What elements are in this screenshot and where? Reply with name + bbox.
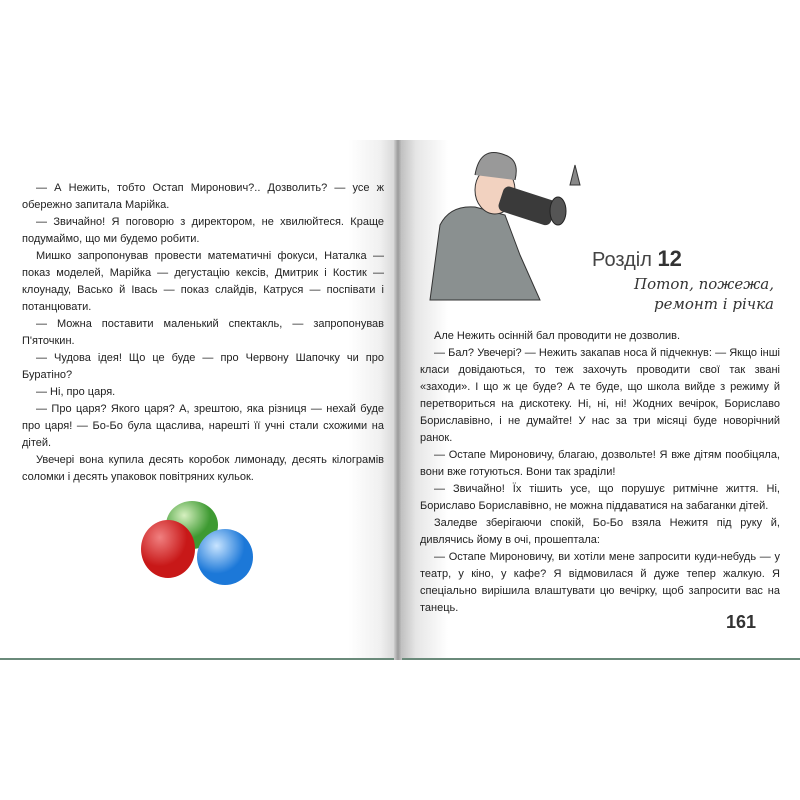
paragraph: — Остапе Мироновичу, благаю, дозвольте! Я вже дітям пообіцяла, вони вже готуються. Вони так зраділи! [420, 449, 780, 478]
paragraph: Але Нежить осінній бал проводити не дозволив. [434, 330, 681, 342]
paragraph: — Звичайно! Їх тішить усе, що порушує ритмічне життя. Ні, Бориславо Бориславівно, не можна піддаватися на забаганки дітей. [420, 483, 780, 512]
paragraph: Мишко запропонував провести математичні фокуси, Наталка — показ моделей, Марійка — дегустацію кексів, Дмитрик і Костик — клоунаду, Васько й Івась — показ слайдів, Катруся — поспівати і потанцювати. [22, 250, 384, 313]
chapter-number: 12 [657, 246, 682, 271]
balloons-illustration [130, 495, 260, 595]
paragraph: Увечері вона купила десять коробок лимонаду, десять кілограмів соломки і десять упаковок повітряних кульок. [22, 454, 384, 483]
chapter-subtitle: Потоп, пожежа, ремонт і річка [634, 275, 774, 313]
paragraph: — Ні, про царя. [36, 386, 116, 398]
paragraph: — Звичайно! Я поговорю з директором, не хвилюйтеся. Краще подумаймо, що ми будемо робити. [22, 216, 384, 245]
paragraph: — Бал? Увечері? — Нежить закапав носа й підчекнув: — Якщо інші класи довідаються, то теж захочуть проводити свої так звані «заходи». І що ж це буде? А те буде, що школа вийде з режиму й перетвориться на дискотеку. Ні, ні, ні! Жодних вечірок, Бориславо Бориславівно, і не думайте! У нас за три місяці буде новорічний ранок. [420, 347, 780, 444]
chapter-label: Розділ [592, 249, 652, 271]
paragraph: — А Нежить, тобто Остап Миронович?.. Дозволить? — усе ж обережно запитала Марійка. [22, 182, 384, 211]
paragraph: — Можна поставити маленький спектакль, — запропонував П'яточкин. [22, 318, 384, 347]
left-page-text [22, 180, 384, 486]
page-number: 161 [726, 612, 757, 632]
book-spine [394, 140, 402, 660]
paragraph: Заледве зберігаючи спокій, Бо-Бо взяла Нежитя під руку й, дивлячись йому в очі, прошептала: [420, 517, 780, 546]
paragraph: — Про царя? Якого царя? А, зрештою, яка різниця — нехай буде про царя! — Бо-Бо була щаслива, нарешті її учні стали схожими на дітей. [22, 403, 384, 449]
paragraph: — Остапе Мироновичу, ви хотіли мене запросити куди-небудь — у театр, у кіно, у кафе? Я відмовилася й дуже тепер жалкую. Я спеціально вирішила влаштувати цю вечірку, щоб запросити вас на танець. [420, 551, 780, 614]
paragraph: — Чудова ідея! Що це буде — про Червону Шапочку чи про Буратіно? [22, 352, 384, 381]
man-with-telescope-illustration [420, 145, 585, 305]
right-page-text [420, 328, 780, 617]
chapter-heading [592, 246, 682, 272]
